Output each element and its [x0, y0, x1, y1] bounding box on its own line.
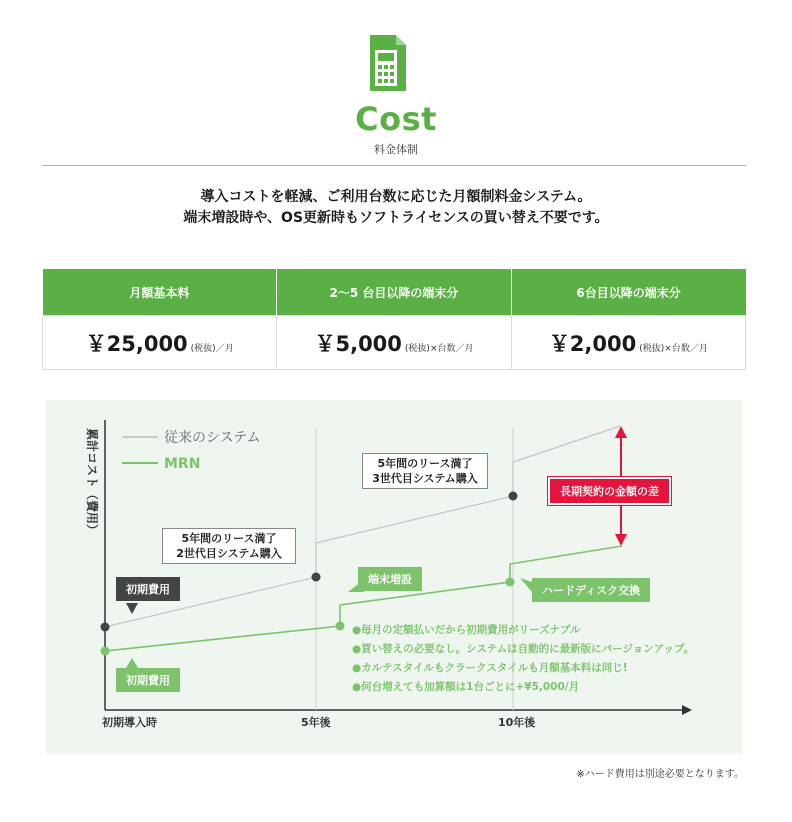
pricing-header-2to5: 2～5 台目以降の端末分 — [277, 269, 511, 316]
callout-text: 5年間のリース満了 — [377, 457, 473, 470]
benefit-item: ●毎月の定額払いだから初期費用がリーズナブル — [352, 624, 581, 636]
cost-comparison-diagram — [46, 400, 742, 754]
mrn-point-initial — [101, 647, 110, 656]
callout-text: 5年間のリース満了 — [181, 532, 277, 545]
legacy-point-5yr — [312, 573, 321, 582]
price-unit: (税抜)×台数／月 — [404, 343, 474, 354]
x-tick-initial: 初期導入時 — [102, 716, 157, 729]
callout-hdd-swap: ハードディスク交換 — [532, 578, 650, 602]
x-axis-arrow — [682, 705, 692, 715]
calculator-document-icon — [370, 35, 414, 91]
divider — [42, 165, 746, 166]
callout-pointer — [126, 603, 138, 614]
benefit-text: 買い替えの必要なし。システムは自動的に最新版にバージョンアップ。 — [361, 643, 695, 655]
callout-difference: 長期契約の金額の差 — [548, 477, 671, 505]
callout-lease-end-2nd — [162, 528, 296, 564]
x-tick-10yr: 10年後 — [498, 716, 536, 729]
footnote: ※ハード費用は別途必要となります。 — [576, 769, 744, 780]
callout-terminal-add: 端末増設 — [358, 567, 422, 591]
benefits-list — [352, 621, 694, 697]
section-subtitle: 料金体制 — [374, 143, 418, 156]
price-amount: ￥2,000 — [548, 331, 637, 356]
benefit-text: 毎月の定額払いだから初期費用がリーズナブル — [361, 624, 581, 636]
pricing-cell-base — [43, 316, 277, 370]
callout-text: 3世代目システム購入 — [372, 472, 478, 485]
difference-arrow-head-down — [615, 534, 627, 546]
legacy-point-initial — [101, 623, 110, 632]
mrn-point-hdd — [506, 578, 515, 587]
intro-line-1: 導入コストを軽減、ご利用台数に応じた月額制料金システム。 — [200, 189, 592, 205]
callout-lease-end-3rd — [362, 453, 488, 489]
price-unit: (税抜)×台数／月 — [639, 343, 708, 354]
legend-label-mrn: MRN — [164, 456, 201, 472]
pricing-cell-2to5 — [277, 316, 511, 370]
benefit-item: ●カルテスタイルもクラークスタイルも月額基本料は同じ! — [352, 662, 628, 674]
intro-line-2: 端末増設時や、OS更新時もソフトライセンスの買い替え不要です。 — [183, 210, 609, 226]
price-unit: (税抜)／月 — [190, 343, 234, 354]
x-tick-5yr: 5年後 — [301, 716, 331, 729]
section-title: Cost — [355, 100, 437, 138]
callout-text: 2世代目システム購入 — [176, 547, 282, 560]
legend-label-legacy: 従来のシステム — [164, 430, 261, 446]
pricing-header-base: 月額基本料 — [43, 269, 277, 316]
benefit-text: カルテスタイルもクラークスタイルも月額基本料は同じ! — [361, 662, 628, 674]
price-amount: ￥25,000 — [85, 331, 188, 356]
mrn-point-add-terminal — [336, 622, 345, 631]
pricing-table — [42, 269, 746, 370]
y-axis-label: 累計コスト（費用） — [85, 428, 99, 537]
difference-arrow-head-up — [615, 426, 627, 438]
benefit-item: ●何台増えても加算額は1台ごとに+¥5,000/月 — [352, 681, 580, 693]
benefit-item: ●買い替えの必要なし。システムは自動的に最新版にバージョンアップ。 — [352, 643, 695, 655]
callout-pointer — [126, 658, 138, 668]
pricing-header-6plus: 6台目以降の端末分 — [511, 269, 745, 316]
callout-initial-cost-mrn: 初期費用 — [116, 668, 180, 692]
pricing-cell-6plus — [511, 316, 745, 370]
price-amount: ￥5,000 — [314, 331, 402, 356]
callout-initial-cost-legacy: 初期費用 — [116, 577, 180, 601]
benefit-text: 何台増えても加算額は1台ごとに+¥5,000/月 — [361, 681, 580, 693]
callout-pointer — [520, 578, 532, 592]
legacy-point-10yr — [509, 492, 518, 501]
